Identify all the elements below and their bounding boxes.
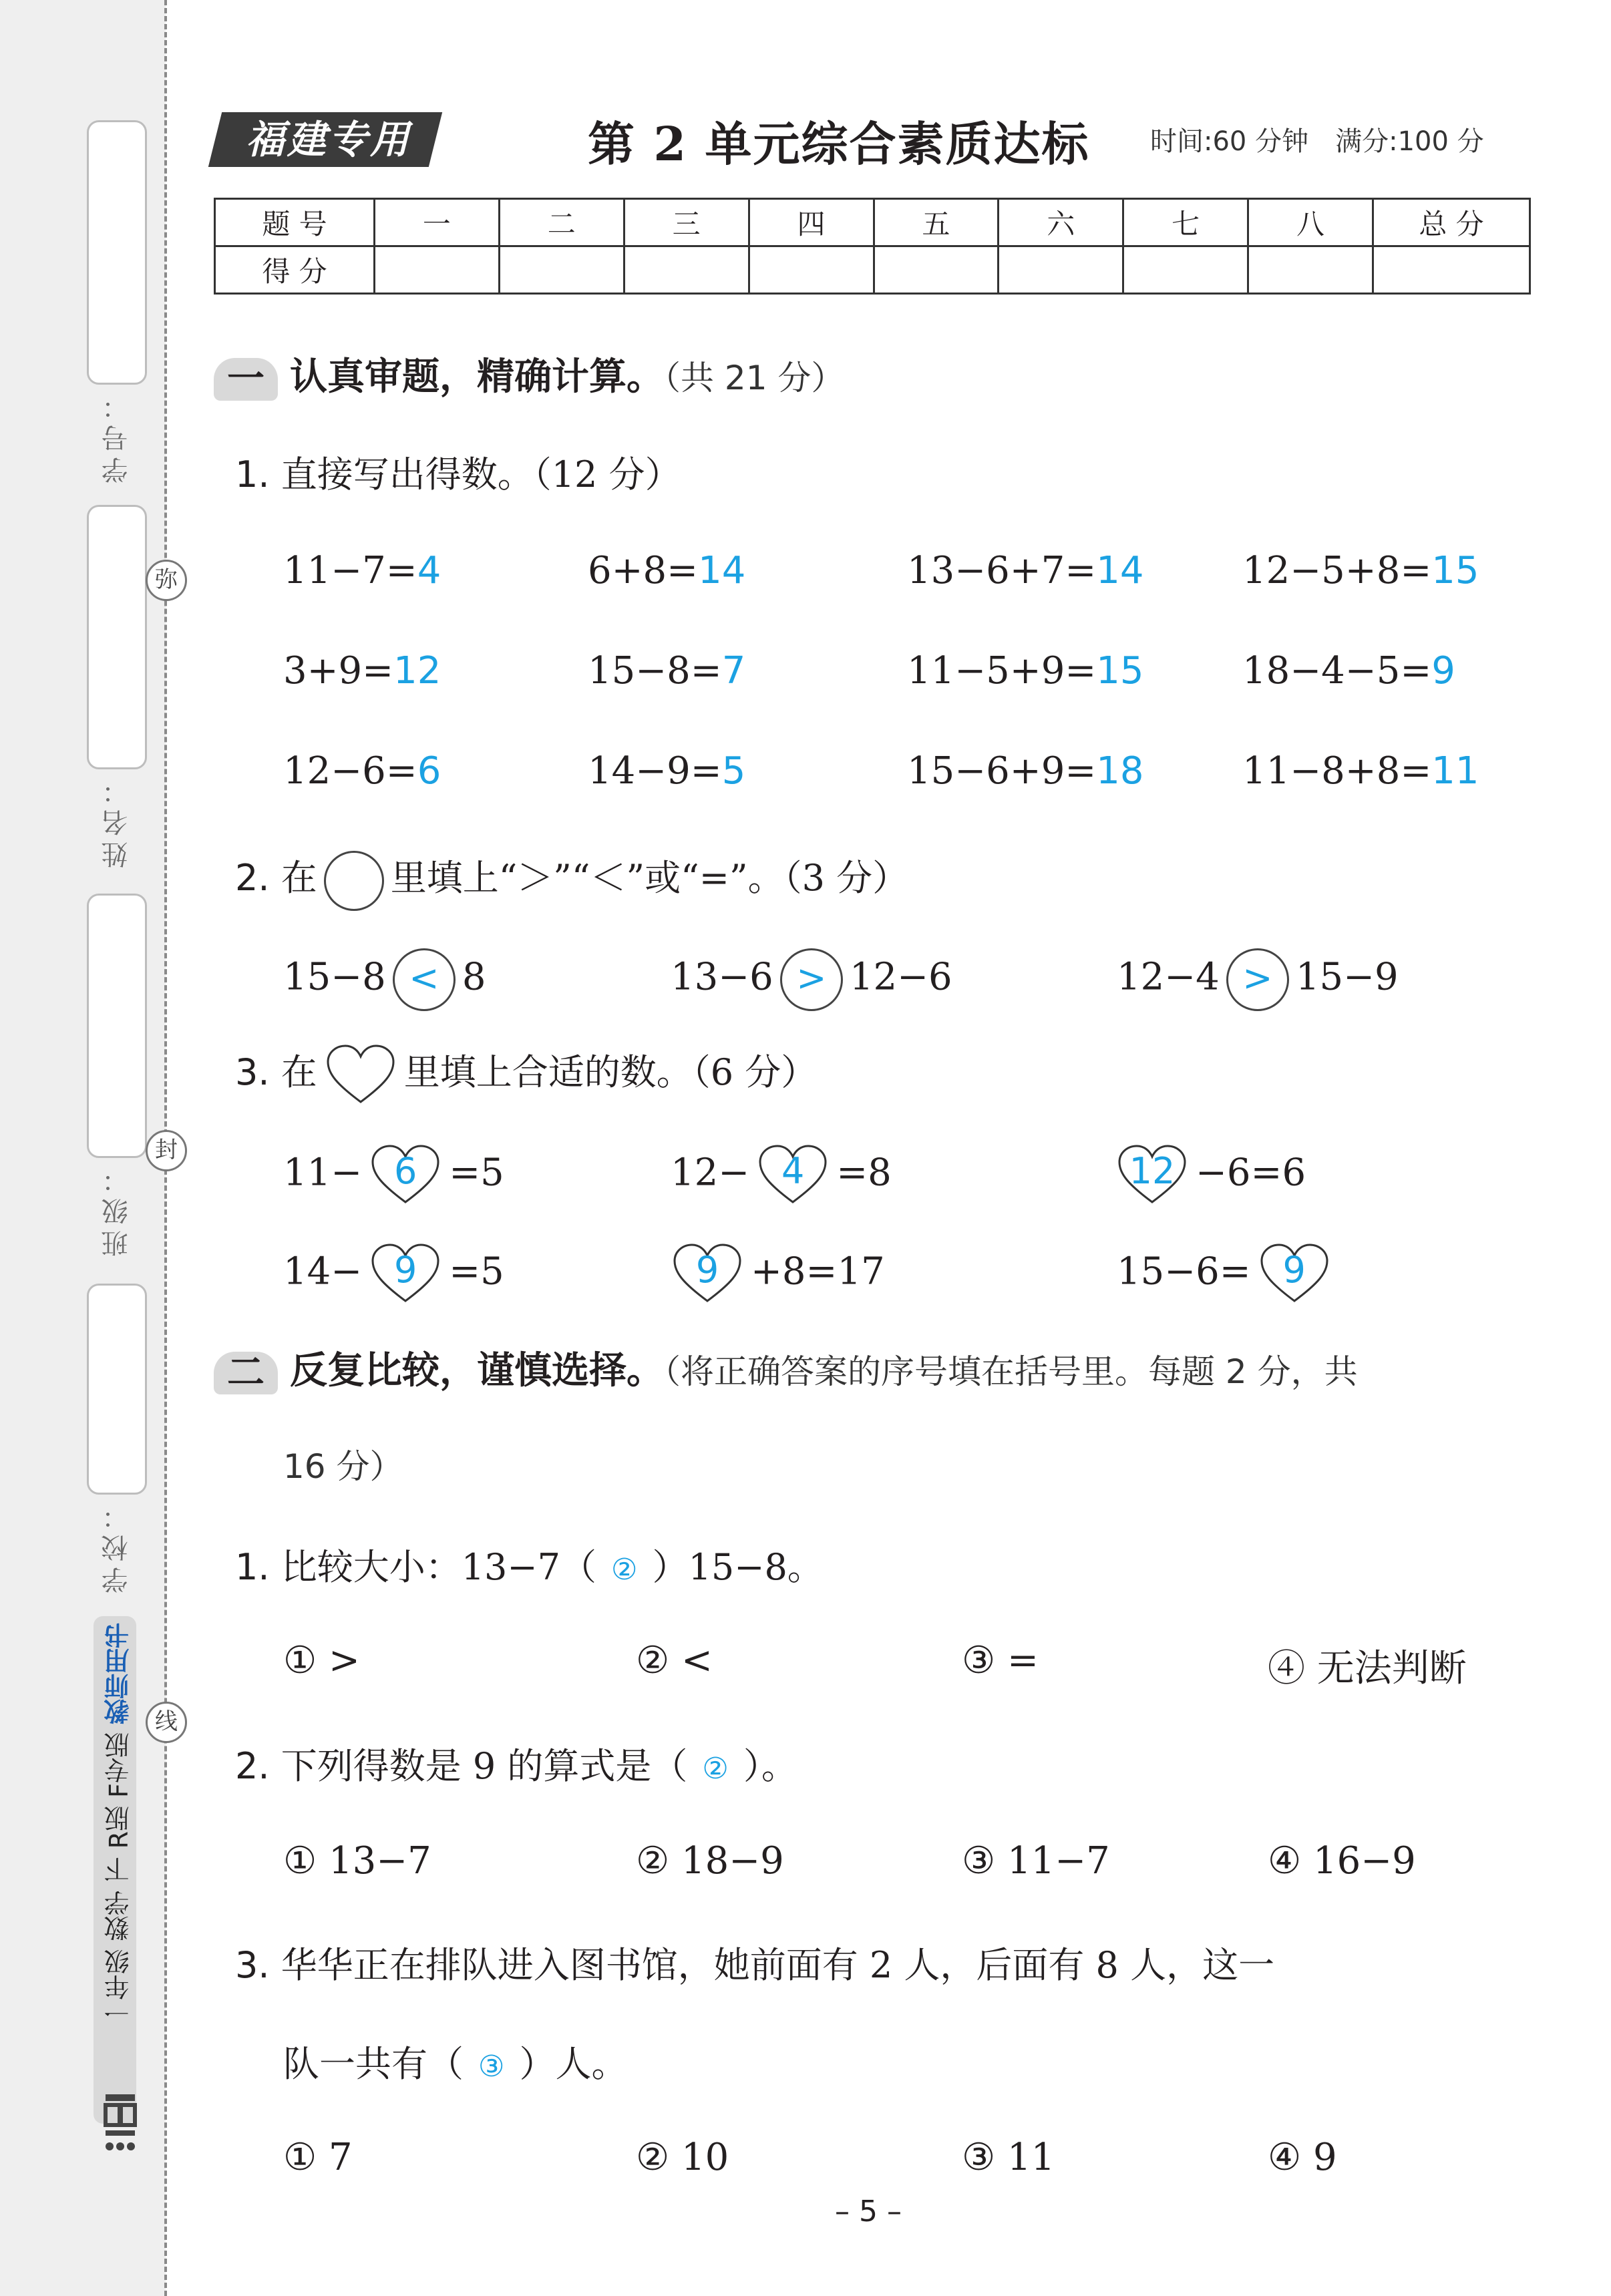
calc-item	[283, 649, 441, 693]
heart-right: −6=6	[1196, 1151, 1306, 1195]
score-cell[interactable]	[874, 246, 999, 294]
score-cell[interactable]	[999, 246, 1123, 294]
question-1-3	[235, 1043, 817, 1107]
heart-answer: 4	[781, 1150, 805, 1192]
region-badge: 福建专用	[245, 117, 411, 162]
calc-answer: 12	[393, 649, 441, 693]
question-text-b: ）人。	[519, 2043, 628, 2085]
option[interactable]: ③ =	[962, 1639, 1039, 1682]
heart-item	[283, 1242, 504, 1306]
table-cell: 七	[1123, 199, 1248, 246]
example-circle	[324, 851, 384, 911]
calc-answer: 5	[721, 749, 746, 793]
score-cell[interactable]	[499, 246, 624, 294]
question-1-2	[235, 849, 908, 911]
calc-answer: 11	[1431, 749, 1479, 793]
table-cell: 题 号	[215, 199, 375, 246]
calc-expr: 11−5+9=	[907, 649, 1097, 693]
answer-choice[interactable]: ③	[478, 2050, 505, 2084]
exam-meta: 时间:60 分钟 满分:100 分	[1150, 126, 1484, 157]
table-cell: 六	[999, 199, 1123, 246]
answer-choice[interactable]: ②	[702, 1752, 729, 1786]
heart-right: =5	[449, 1250, 504, 1294]
heart-answer: 9	[394, 1249, 417, 1291]
question-text-b: ）。	[743, 1745, 797, 1787]
heart-item	[1117, 1242, 1338, 1306]
question-2-1	[235, 1539, 824, 1590]
calc-answer: 4	[417, 549, 441, 592]
heart-box[interactable]	[671, 1242, 744, 1306]
option[interactable]: ① 7	[283, 2136, 353, 2179]
option[interactable]: ③ 11	[962, 2136, 1055, 2179]
calc-item	[588, 749, 745, 793]
calc-item	[588, 649, 745, 693]
section-1-badge: 一	[214, 358, 278, 401]
heart-left: 14−	[283, 1250, 363, 1294]
option[interactable]: ④ 无法判断	[1268, 1647, 1467, 1690]
question-text-a: 比较大小：13−7（	[281, 1546, 597, 1588]
book-label	[100, 1623, 137, 2026]
heart-answer: 9	[695, 1249, 719, 1291]
table-cell: 五	[874, 199, 999, 246]
question-number: 3.	[235, 1944, 270, 1986]
score-table-score-row	[215, 246, 1530, 294]
score-cell[interactable]	[624, 246, 749, 294]
calc-answer: 14	[1096, 549, 1144, 592]
heart-item	[664, 1242, 885, 1306]
score-cell[interactable]	[375, 246, 500, 294]
calc-expr: 3+9=	[283, 649, 394, 693]
calc-expr: 11−8+8=	[1242, 749, 1432, 793]
calc-item	[283, 549, 441, 592]
heart-left: 15−6=	[1117, 1250, 1251, 1294]
question-2-3-cont	[283, 2036, 627, 2087]
calc-item	[907, 749, 1144, 793]
question-text-a: 队一共有（	[283, 2043, 464, 2085]
calc-expr: 12−5+8=	[1242, 549, 1432, 592]
heart-box[interactable]	[369, 1242, 442, 1306]
heart-left: 12−	[671, 1151, 750, 1195]
section-1-note: （共 21 分）	[664, 359, 845, 397]
compare-left: 12−4	[1117, 955, 1220, 999]
calc-item	[907, 649, 1144, 693]
question-2-2	[235, 1738, 797, 1789]
calc-answer: 15	[1096, 649, 1144, 693]
compare-left: 15−8	[283, 955, 386, 999]
section-2-note: （将正确答案的序号填在括号里。每题 2 分，共	[664, 1352, 1358, 1391]
answer-choice[interactable]: ②	[611, 1553, 638, 1587]
calc-expr: 15−6+9=	[907, 749, 1097, 793]
class-box[interactable]	[87, 894, 147, 1158]
table-cell: 八	[1248, 199, 1373, 246]
compare-answer-circle[interactable]: <	[393, 948, 456, 1011]
seal-mi: 弥	[146, 560, 187, 601]
table-cell: 得 分	[215, 246, 375, 294]
option[interactable]: ② 10	[636, 2136, 729, 2179]
question-number: 1.	[235, 1546, 270, 1588]
question-number: 1.	[235, 453, 270, 496]
question-text-pre: 在	[281, 857, 317, 899]
name-box[interactable]	[87, 505, 147, 769]
compare-right: 8	[462, 955, 486, 999]
table-cell: 一	[375, 199, 500, 246]
book-label-main: 一年级 数学 下 R版 F专版	[104, 1732, 134, 2026]
heart-icon	[324, 1043, 397, 1107]
heart-answer: 9	[1282, 1249, 1306, 1291]
calc-expr: 11−7=	[283, 549, 417, 592]
option[interactable]: ② 18−9	[636, 1839, 784, 1883]
option[interactable]: ③ 11−7	[962, 1839, 1110, 1883]
calc-expr: 18−4−5=	[1242, 649, 1432, 693]
seal-xian: 线	[146, 1702, 187, 1743]
calc-expr: 13−6+7=	[907, 549, 1097, 592]
school-label: 学校：	[102, 1497, 132, 1593]
heart-item	[283, 1143, 504, 1207]
section-2-note-2: 16 分）	[283, 1447, 403, 1486]
calc-item	[907, 549, 1144, 592]
calc-answer: 14	[698, 549, 746, 592]
table-cell: 总 分	[1373, 199, 1530, 246]
heart-item	[671, 1143, 892, 1207]
example-heart	[324, 1043, 397, 1107]
heart-item	[1109, 1143, 1306, 1207]
section-1-title: 认真审题，精确计算。	[290, 355, 664, 399]
page-title: 第 2 单元综合素质达标	[588, 116, 1090, 172]
calc-answer: 6	[417, 749, 441, 793]
question-number: 3.	[235, 1051, 270, 1093]
calc-item	[1242, 749, 1479, 793]
option[interactable]: ① >	[283, 1639, 360, 1682]
section-2-note-cont	[283, 1440, 403, 1488]
heart-right: +8=17	[751, 1250, 885, 1294]
calc-item	[1242, 649, 1455, 693]
seal-feng: 封	[146, 1130, 187, 1171]
question-2-3	[235, 1937, 1274, 1988]
section-1-heading	[214, 347, 844, 401]
question-text-post: 里填上合适的数。（6 分）	[403, 1051, 818, 1093]
question-number: 2.	[235, 1745, 270, 1787]
question-text-pre: 在	[281, 1051, 317, 1093]
compare-right: 15−9	[1295, 955, 1399, 999]
calc-expr: 14−9=	[588, 749, 722, 793]
table-cell: 二	[499, 199, 624, 246]
option[interactable]: ④ 9	[1268, 2136, 1337, 2179]
section-2-badge: 二	[214, 1352, 278, 1394]
heart-right: =5	[449, 1151, 504, 1195]
compare-answer-circle[interactable]: >	[780, 948, 843, 1011]
question-text-line1: 华华正在排队进入图书馆，她前面有 2 人，后面有 8 人，这一	[281, 1944, 1275, 1986]
table-cell: 三	[624, 199, 749, 246]
name-label: 姓名：	[102, 772, 132, 868]
heart-answer: 6	[394, 1150, 417, 1192]
calc-expr: 6+8=	[588, 549, 699, 592]
table-cell: 四	[749, 199, 874, 246]
compare-answer-circle[interactable]: >	[1226, 948, 1289, 1011]
score-table	[214, 198, 1531, 295]
question-text-b: ）15−8。	[652, 1546, 824, 1588]
score-cell[interactable]	[1248, 246, 1373, 294]
heart-left: 11−	[283, 1151, 363, 1195]
heart-box[interactable]	[1115, 1143, 1189, 1207]
heart-right: =8	[836, 1151, 892, 1195]
option[interactable]: ② <	[636, 1639, 713, 1682]
heart-answer: 12	[1129, 1150, 1176, 1192]
page-number: – 5 –	[835, 2194, 902, 2229]
publisher-logo	[100, 2090, 140, 2157]
calc-expr: 12−6=	[283, 749, 417, 793]
score-cell[interactable]	[1373, 246, 1530, 294]
score-cell[interactable]	[749, 246, 874, 294]
compare-right: 12−6	[849, 955, 952, 999]
calc-expr: 15−8=	[588, 649, 722, 693]
heart-box[interactable]	[1258, 1242, 1331, 1306]
compare-item	[1117, 948, 1399, 1011]
question-text: 直接写出得数。（12 分）	[281, 453, 681, 496]
section-2-heading	[214, 1341, 1358, 1394]
option[interactable]: ④ 16−9	[1268, 1839, 1416, 1883]
student-id-label: 学号：	[102, 387, 132, 484]
school-box[interactable]	[87, 1284, 147, 1495]
calc-answer: 15	[1431, 549, 1479, 592]
calc-answer: 7	[721, 649, 746, 693]
class-label: 班级：	[102, 1161, 132, 1257]
calc-item	[283, 749, 441, 793]
publisher-logo-icon	[100, 2090, 140, 2157]
option[interactable]: ① 13−7	[283, 1839, 431, 1883]
question-1-1	[235, 446, 681, 498]
student-id-box[interactable]	[87, 120, 147, 385]
calc-answer: 9	[1431, 649, 1455, 693]
question-text-post: 里填上“＞”“＜”或“=”。（3 分）	[390, 857, 909, 899]
calc-answer: 18	[1096, 749, 1144, 793]
heart-box[interactable]	[756, 1143, 830, 1207]
compare-item	[671, 948, 952, 1011]
compare-left: 13−6	[671, 955, 773, 999]
score-cell[interactable]	[1123, 246, 1248, 294]
calc-item	[588, 549, 745, 592]
question-text-a: 下列得数是 9 的算式是（	[281, 1745, 688, 1787]
section-2-title: 反复比较，谨慎选择。	[290, 1349, 664, 1392]
question-number: 2.	[235, 857, 270, 899]
heart-box[interactable]	[369, 1143, 442, 1207]
compare-item	[283, 948, 486, 1011]
book-label-tag: 教师用书	[104, 1623, 134, 1724]
score-table-header-row	[215, 199, 1530, 246]
calc-item	[1242, 549, 1479, 592]
